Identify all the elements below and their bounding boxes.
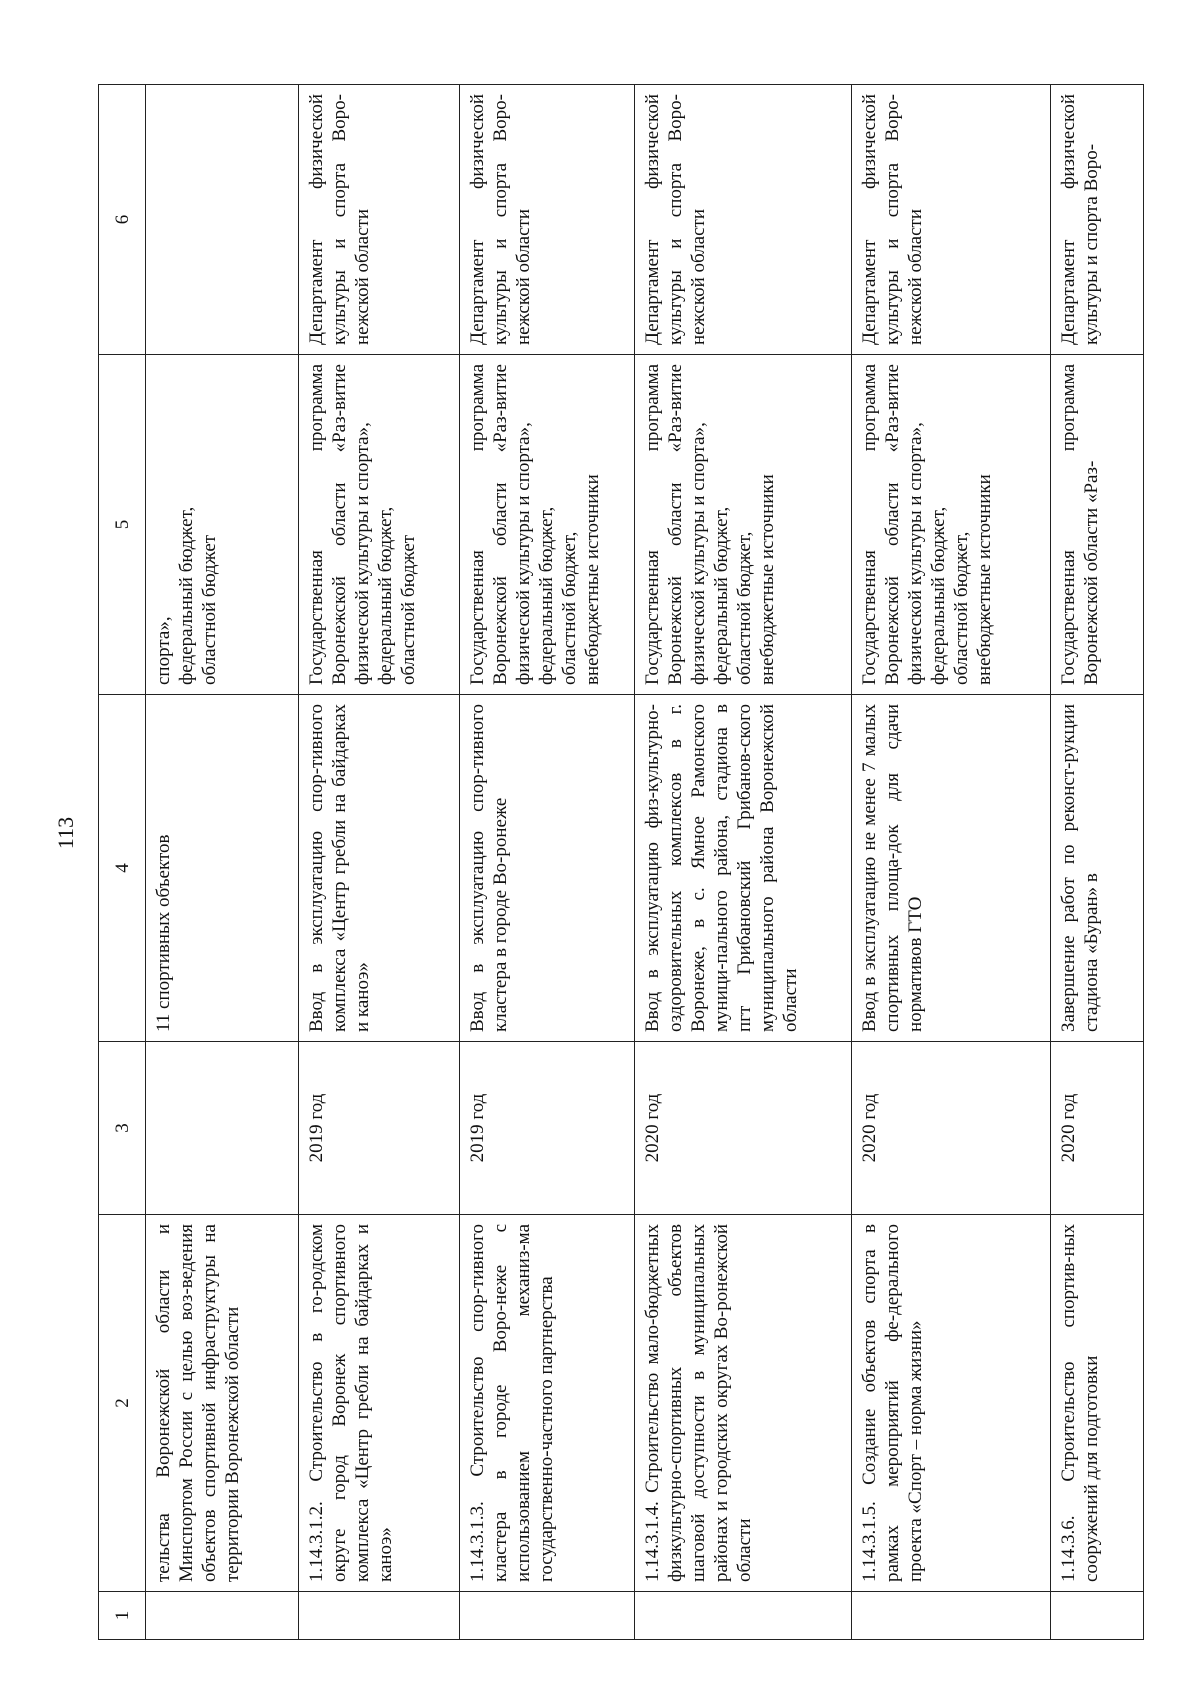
executor-cell: Департамент физической культуры и спорта Воро-нежской области	[460, 85, 635, 355]
table-row	[635, 85, 852, 1640]
row-number-cell	[299, 1592, 460, 1640]
table-row	[852, 85, 1051, 1640]
funding-line: федеральный бюджет,	[711, 506, 732, 685]
result-cell: Ввод в эксплуатацию физ-культурно-оздоровительных комплексов в г. Воронеже, в с. Ямное Рамонского муници-пального района, стадиона в пгт Грибановский Грибанов-ского муниципального района Воронежской области	[635, 695, 852, 1042]
funding-line: внебюджетные источники	[582, 474, 603, 685]
measures-table	[98, 84, 1144, 1640]
event-cell: тельства Воронежской области и Минспортом России с целью воз-ведения объектов спортивной инфраструктуры на территории Воронежской области	[146, 1215, 299, 1592]
header-row	[99, 85, 146, 1640]
rotated-table-sheet	[98, 85, 1138, 1640]
funding-line: федеральный бюджет,	[176, 506, 197, 685]
executor-cell: Департамент физической культуры и спорта Воро-нежской области	[299, 85, 460, 355]
year-cell: 2020 год	[852, 1042, 1051, 1215]
result-cell: Ввод в эксплуатацию не менее 7 малых спортивных площа-док для сдачи нормативов ГТО	[852, 695, 1051, 1042]
funding-line: областной бюджет	[398, 534, 419, 685]
year-cell: 2020 год	[635, 1042, 852, 1215]
executor-cell: Департамент физической культуры и спорта Воро-	[1051, 85, 1144, 355]
funding-line: Государственная программа Воронежской области «Раз-витие физической культуры и спорта»,	[859, 364, 926, 685]
table-row	[146, 85, 299, 1640]
funding-line: областной бюджет,	[559, 531, 580, 685]
row-number-cell	[460, 1592, 635, 1640]
funding-line: Государственная программа Воронежской области «Раз-витие физической культуры и спорта»,	[467, 364, 534, 685]
table-row	[460, 85, 635, 1640]
funding-line: федеральный бюджет,	[536, 506, 557, 685]
funding-line: областной бюджет,	[734, 531, 755, 685]
executor-cell	[146, 85, 299, 355]
funding-line: Государственная программа Воронежской области «Раз-витие физической культуры и спорта»,	[306, 364, 373, 685]
result-cell: Ввод в эксплуатацию спор-тивного кластера в городе Во-ронеже	[460, 695, 635, 1042]
funding-line: Государственная программа Воронежской области «Раз-витие физической культуры и спорта»,	[642, 364, 709, 685]
funding-line: областной бюджет	[199, 534, 220, 685]
column-header-3: 3	[99, 1042, 146, 1215]
funding-line: областной бюджет,	[951, 531, 972, 685]
funding-line: внебюджетные источники	[757, 474, 778, 685]
executor-cell: Департамент физической культуры и спорта Воро-нежской области	[852, 85, 1051, 355]
year-cell	[146, 1042, 299, 1215]
result-cell: 11 спортивных объектов	[146, 695, 299, 1042]
funding-line: внебюджетные источники	[974, 474, 995, 685]
funding-cell	[1051, 355, 1144, 695]
funding-line: спорта»,	[153, 616, 174, 685]
column-header-4: 4	[99, 695, 146, 1042]
funding-cell	[635, 355, 852, 695]
row-number-cell	[1051, 1592, 1144, 1640]
table-row	[1051, 85, 1144, 1640]
funding-line: федеральный бюджет,	[928, 506, 949, 685]
column-header-6: 6	[99, 85, 146, 355]
event-cell: 1.14.3.1.3. Строительство спор-тивного кластера в городе Воро-неже с использованием механиз-ма государственно-частного партнерства	[460, 1215, 635, 1592]
page-number: 113	[53, 816, 78, 850]
funding-cell	[299, 355, 460, 695]
funding-cell	[852, 355, 1051, 695]
event-cell: 1.14.3.6. Строительство спортив-ных сооружений для подготовки	[1051, 1215, 1144, 1592]
executor-cell: Департамент физической культуры и спорта Воро-нежской области	[635, 85, 852, 355]
result-cell: Завершение работ по реконст-рукции стадиона «Буран» в	[1051, 695, 1144, 1042]
row-number-cell	[146, 1592, 299, 1640]
funding-cell	[460, 355, 635, 695]
table-row	[299, 85, 460, 1640]
result-cell: Ввод в эксплуатацию спор-тивного комплекса «Центр гребли на байдарках и каноэ»	[299, 695, 460, 1042]
funding-line: Государственная программа Воронежской области «Раз-	[1058, 364, 1102, 685]
year-cell: 2019 год	[299, 1042, 460, 1215]
event-cell: 1.14.3.1.4. Строительство мало-бюджетных физкультурно-спортивных объектов шаговой доступности в муниципальных районах и городских округах Во-ронежской области	[635, 1215, 852, 1592]
row-number-cell	[852, 1592, 1051, 1640]
year-cell: 2019 год	[460, 1042, 635, 1215]
year-cell: 2020 год	[1051, 1042, 1144, 1215]
row-number-cell	[635, 1592, 852, 1640]
column-header-2: 2	[99, 1215, 146, 1592]
event-cell: 1.14.3.1.5. Создание объектов спорта в рамках мероприятий фе-дерального проекта «Спорт – норма жизни»	[852, 1215, 1051, 1592]
column-header-5: 5	[99, 355, 146, 695]
funding-line: федеральный бюджет,	[375, 506, 396, 685]
funding-cell	[146, 355, 299, 695]
column-header-1: 1	[99, 1592, 146, 1640]
event-cell: 1.14.3.1.2. Строительство в го-родском округе город Воронеж спортивного комплекса «Центр гребли на байдарках и каноэ»	[299, 1215, 460, 1592]
